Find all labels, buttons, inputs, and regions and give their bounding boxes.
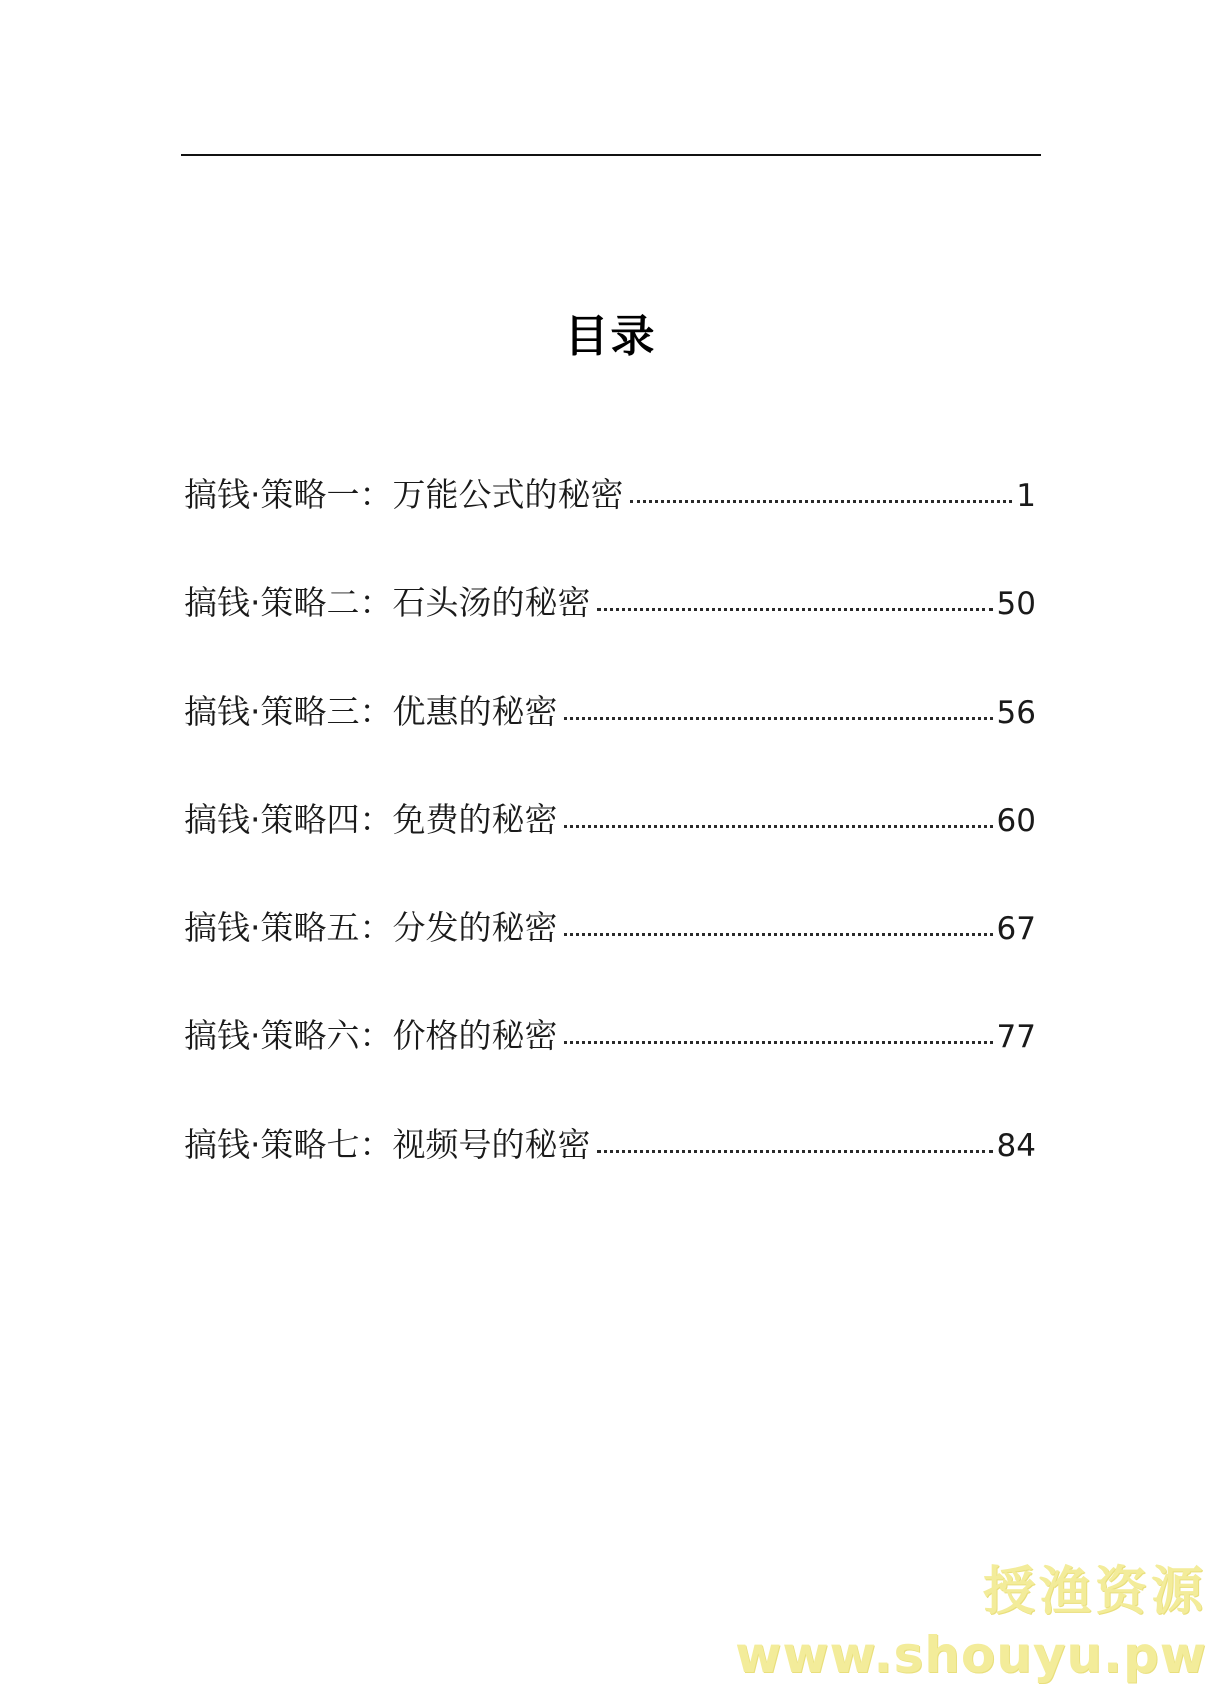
- toc-entry[interactable]: [184, 576, 1036, 684]
- toc-dot-leader: [597, 608, 993, 611]
- watermark: [735, 1559, 1207, 1685]
- toc-entry-page: 50: [996, 586, 1036, 623]
- toc-entry-label: 搞钱·策略一：万能公式的秘密: [184, 475, 624, 514]
- toc-entry-page: 77: [996, 1019, 1036, 1056]
- toc-entry-label: 搞钱·策略六：价格的秘密: [184, 1016, 558, 1056]
- toc-dot-leader: [597, 1150, 993, 1153]
- toc-entry[interactable]: [184, 685, 1036, 793]
- toc-entry-label: 搞钱·策略四：免费的秘密: [184, 799, 558, 839]
- toc-dot-leader: [630, 500, 1013, 503]
- toc-entry-page: 1: [1016, 478, 1036, 514]
- toc-entry-label: 搞钱·策略二：石头汤的秘密: [184, 583, 591, 623]
- toc-entry-page: 56: [996, 694, 1036, 731]
- toc-dot-leader: [564, 825, 993, 828]
- toc-entry-label: 搞钱·策略七：视频号的秘密: [184, 1124, 591, 1164]
- toc-entry[interactable]: [184, 468, 1036, 576]
- watermark-url: www.shouyu.pw: [735, 1626, 1207, 1684]
- toc-dot-leader: [564, 717, 993, 720]
- toc-entry[interactable]: [184, 901, 1036, 1009]
- table-of-contents: [184, 468, 1036, 1226]
- toc-dot-leader: [564, 1041, 993, 1044]
- toc-entry-page: 84: [996, 1127, 1036, 1164]
- page-title: 目录: [564, 311, 657, 363]
- header-rule: [181, 154, 1041, 156]
- watermark-brand: 授渔资源: [982, 1562, 1207, 1622]
- toc-entry-page: 60: [996, 802, 1036, 839]
- toc-entry-label: 搞钱·策略五：分发的秘密: [184, 908, 558, 948]
- toc-entry[interactable]: [184, 1118, 1036, 1226]
- toc-entry[interactable]: [184, 1009, 1036, 1117]
- toc-entry-page: 67: [996, 911, 1036, 948]
- toc-entry[interactable]: [184, 793, 1036, 901]
- toc-dot-leader: [564, 933, 993, 936]
- toc-entry-label: 搞钱·策略三：优惠的秘密: [184, 691, 558, 731]
